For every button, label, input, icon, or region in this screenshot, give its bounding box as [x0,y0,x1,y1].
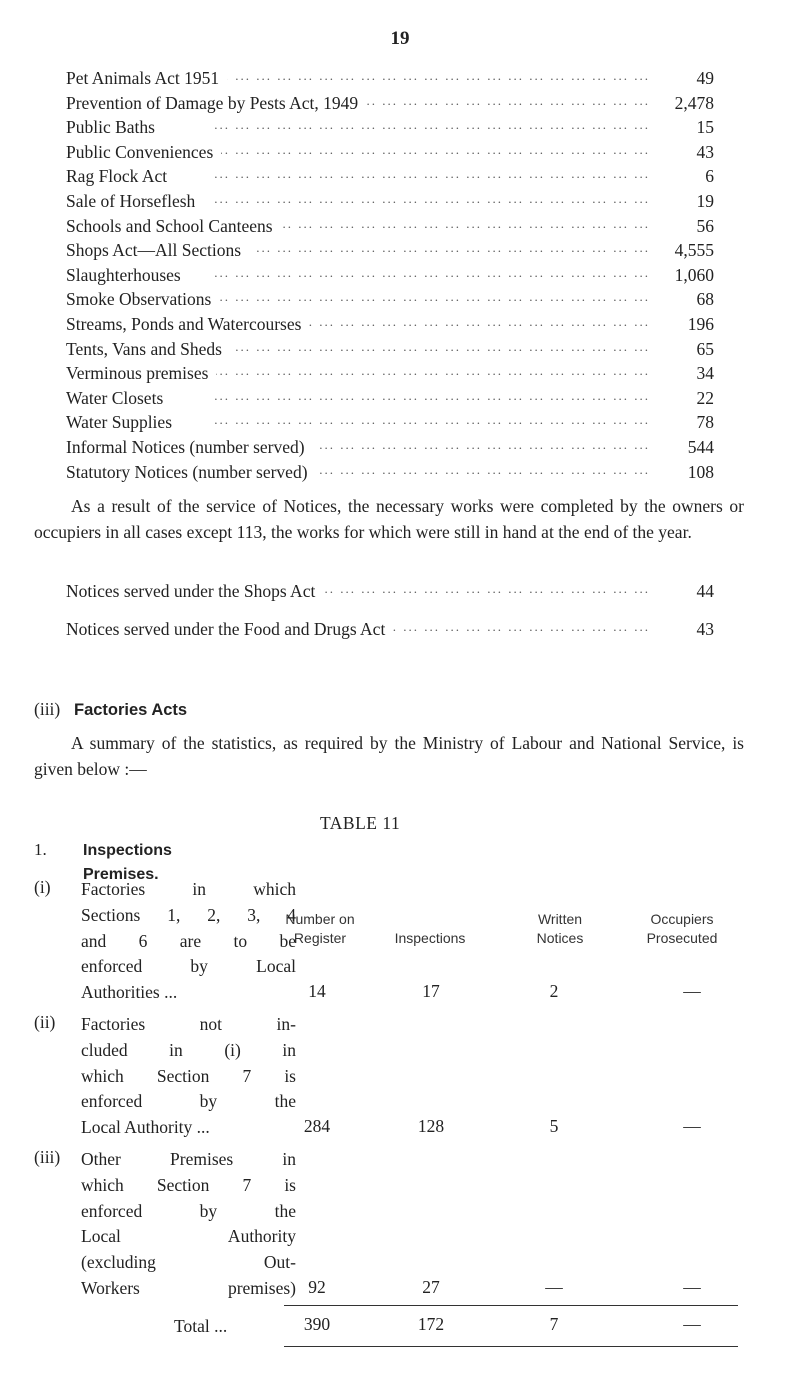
leader-dots [316,462,650,478]
leader-dots [393,619,650,635]
stat-value: 196 [687,313,714,334]
stat-row [66,265,714,290]
leader-dots [227,68,650,84]
stat-value: 49 [696,68,714,88]
stat-row [66,314,714,339]
stat-label: Public Conveniences [66,141,214,162]
row-label-line: which Section 7 is [81,1065,296,1086]
stat-value: 6 [705,166,714,187]
stat-value: 1,060 [674,264,714,285]
row-label-line: and 6 are to be [81,930,296,951]
stat-value: 34 [696,363,714,384]
stat-value: 544 [687,436,714,457]
inspection-stats-list [66,68,714,486]
column-header-line1: Occupiers [650,911,714,927]
row-label [81,1012,296,1141]
row-label-line: Authorities ... [81,982,178,1003]
section-heading [34,699,187,720]
stat-value: 78 [696,412,714,433]
table-row [34,1012,744,1142]
column-header-line1: Number on [285,911,355,927]
section-title: Factories Acts [74,701,188,719]
total-label: Total ... [174,1316,228,1336]
stat-value: 56 [696,215,714,236]
leader-dots [249,240,650,256]
total-rule-bottom [284,1346,738,1347]
cell-inspections: 17 [422,981,440,1001]
row-number: (ii) [34,1012,56,1032]
cell-inspections: 27 [422,1277,440,1297]
notice-value: 43 [696,619,714,639]
column-header-line2: Notices [536,930,584,946]
stat-row [66,363,714,388]
row-label [81,877,296,1006]
leader-dots [313,437,650,453]
leader-dots [216,363,650,379]
stat-row [66,412,714,437]
table-row [34,1147,744,1305]
summary-paragraph: A summary of the statistics, as required by the Ministry of Labour and National Service, is given below :— [34,733,744,779]
stat-label: Verminous premises [66,363,209,384]
row-label-line: Factories not in- [81,1014,296,1034]
stat-row [66,216,714,241]
leader-dots [219,289,650,305]
stat-value: 2,478 [674,92,714,113]
leader-dots [189,265,650,281]
stat-label: Tents, Vans and Sheds [66,338,222,359]
stat-row [66,289,714,314]
stat-label: Informal Notices (number served) [66,436,305,457]
row-label-line: cluded in (i) in [81,1039,296,1060]
part-title-line2: Premises. [83,866,159,883]
stat-value: 15 [696,117,714,138]
stat-row [66,166,714,191]
stat-value: 19 [696,190,714,211]
leader-dots [175,166,650,182]
cell-register: 14 [308,981,326,1001]
total-prosecuted: — [683,1314,701,1334]
leader-dots [163,117,650,133]
notice-row [66,619,714,640]
notice-row [66,581,714,602]
stat-value: 43 [696,141,714,162]
total-register: 390 [303,1314,331,1334]
row-label-line: which Section 7 is [81,1174,296,1195]
notice-label: Notices served under the Food and Drugs Act [66,619,386,639]
stat-label: Smoke Observations [66,289,212,310]
part-number: 1. [34,840,47,859]
stat-label: Water Closets [66,387,164,408]
notice-label: Notices served under the Shops Act [66,581,316,601]
stat-value: 22 [696,387,714,408]
stat-label: Rag Flock Act [66,166,168,187]
page-number: 19 [390,28,410,49]
leader-dots [221,142,650,158]
stat-label: Pet Animals Act 1951 [66,68,220,88]
cell-notices: 2 [549,981,559,1001]
cell-notices: — [545,1277,563,1297]
section-number: (iii) [34,699,61,719]
cell-notices: 5 [549,1116,559,1136]
notice-value: 44 [696,581,714,601]
stat-label: Slaughterhouses [66,264,181,285]
table-row [34,877,744,1007]
column-header-line1: Written [537,911,583,927]
stat-value: 65 [696,338,714,359]
stat-row [66,68,714,93]
stat-row [66,240,714,265]
leader-dots [203,191,650,207]
table-total-row [34,1314,744,1340]
stat-row [66,462,714,487]
stat-value: 108 [687,461,714,482]
leader-dots [230,339,650,355]
stat-label: Water Supplies [66,412,172,433]
row-label-line: Workers premises) [81,1277,296,1298]
cell-prosecuted: — [683,1277,701,1297]
stat-label: Schools and School Canteens [66,215,273,236]
row-label-line: Other Premises in [81,1149,296,1169]
row-label-line: enforced by the [81,1091,296,1112]
cell-register: 284 [303,1116,331,1136]
row-label-line: Local Authority [81,1226,296,1247]
stat-label: Public Baths [66,117,155,138]
stat-row [66,339,714,364]
cell-prosecuted: — [683,981,701,1001]
leader-dots [281,216,650,232]
table-title: TABLE 11 [320,813,401,833]
column-header-line2: Inspections [394,930,466,946]
row-number: (i) [34,877,51,897]
stat-label: Statutory Notices (number served) [66,461,308,482]
stat-label: Shops Act—All Sections [66,240,242,261]
row-label-line: enforced by the [81,1200,296,1221]
total-inspections: 172 [417,1314,445,1334]
leader-dots [309,314,650,330]
total-notices: 7 [549,1314,559,1334]
cell-register: 92 [308,1277,326,1297]
leader-dots [323,581,650,597]
leader-dots [180,412,650,428]
stat-label: Prevention of Damage by Pests Act, 1949 [66,92,359,113]
row-label-line: Sections 1, 2, 3, 4 [81,904,296,925]
row-number: (iii) [34,1147,61,1167]
stat-value: 4,555 [674,240,714,261]
cell-inspections: 128 [417,1116,445,1136]
stat-row [66,437,714,462]
leader-dots [171,388,650,404]
part-title-line1: Inspections [83,842,172,859]
stat-row [66,142,714,167]
stat-value: 68 [696,289,714,310]
row-label-line: Factories in which [81,879,296,899]
stat-row [66,93,714,118]
total-rule-top [284,1305,738,1306]
stat-label: Sale of Horseflesh [66,190,196,211]
column-header-line2: Register [293,930,347,946]
cell-prosecuted: — [683,1116,701,1136]
stat-row [66,388,714,413]
row-label [81,1147,296,1302]
notices-paragraph: As a result of the service of Notices, the necessary works were completed by the owners or occupiers in all cases except 113, the works for which were still in hand at the end of the year. [34,496,744,542]
column-header-line2: Prosecuted [646,930,718,946]
row-label-line: enforced by Local [81,956,296,977]
stat-label: Streams, Ponds and Watercourses [66,313,302,334]
row-label-line: (excluding Out- [81,1252,296,1273]
leader-dots [366,93,650,109]
stat-row [66,191,714,216]
stat-row [66,117,714,142]
row-label-line: Local Authority ... [81,1117,210,1138]
